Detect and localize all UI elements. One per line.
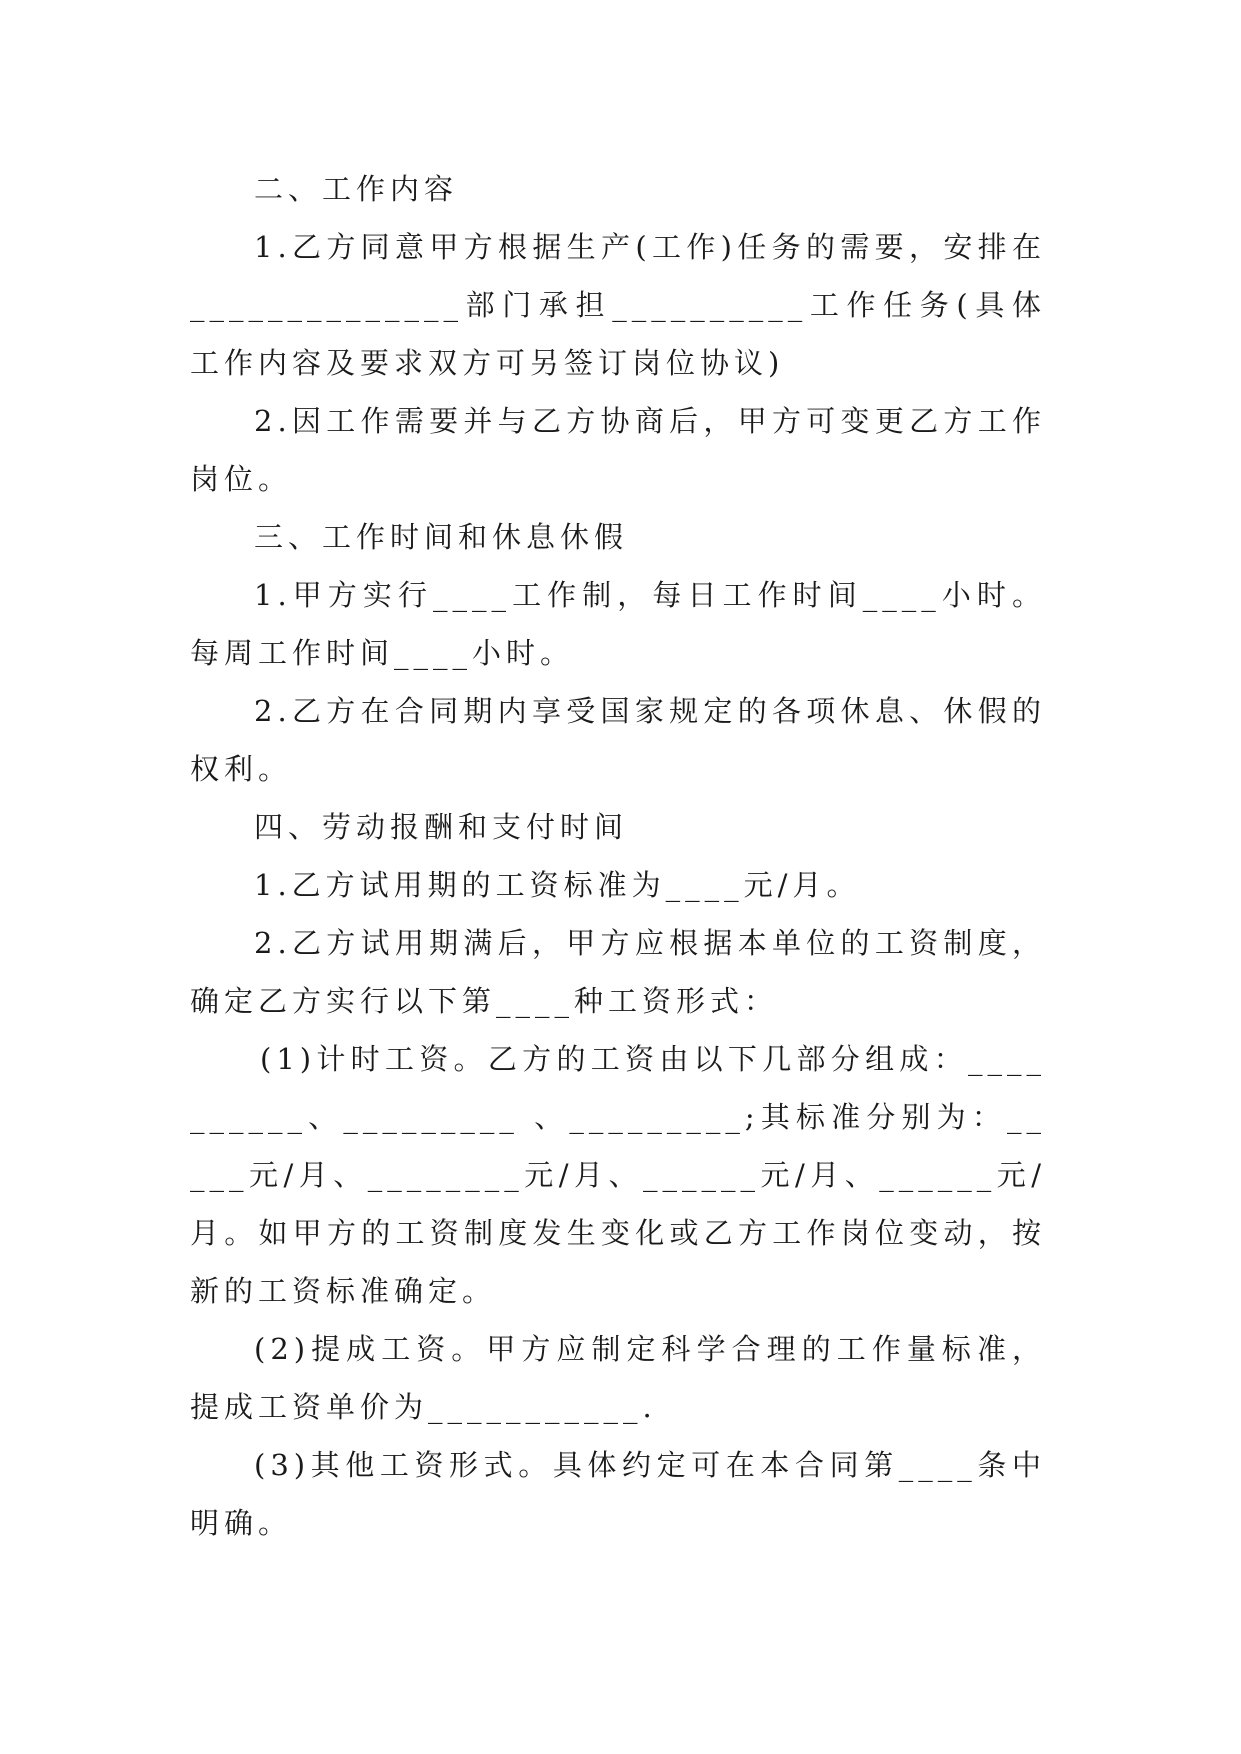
clause-probation-wage: 1.乙方试用期的工资标准为____元/月。 (254, 868, 861, 902)
clause-work-assignment: 1.乙方同意甲方根据生产(工作)任务的需要，安排在______________部门承担__________工作任务(具体工作内容及要求双方可另签订岗位协议) (190, 230, 1046, 380)
clause-rest-rights: 2.乙方在合同期内享受国家规定的各项休息、休假的权利。 (190, 694, 1046, 786)
clause-time-wage: (1)计时工资。乙方的工资由以下几部分组成：__________、_________ 、_________;其标准分别为：_____元/月、________元/月、______元/月、______元/月。如甲方的工资制度发生变化或乙方工作岗位变动，按新的工资标准确定。 (190, 1042, 1046, 1308)
section-heading-remuneration: 四、劳动报酬和支付时间 (254, 810, 629, 844)
clause-wage-form: 2.乙方试用期满后，甲方应根据本单位的工资制度，确定乙方实行以下第____种工资形式： (190, 926, 1046, 1018)
section-heading-work-content: 二、工作内容 (254, 172, 459, 206)
clause-other-wage: (3)其他工资形式。具体约定可在本合同第____条中明确。 (190, 1448, 1046, 1540)
clause-position-change: 2.因工作需要并与乙方协商后，甲方可变更乙方工作岗位。 (190, 404, 1046, 496)
clause-commission-wage: (2)提成工资。甲方应制定科学合理的工作量标准，提成工资单价为___________. (190, 1332, 1046, 1424)
document-page (190, 160, 1046, 1552)
section-heading-work-hours: 三、工作时间和休息休假 (254, 520, 629, 554)
clause-work-system: 1.甲方实行____工作制，每日工作时间____小时。每周工作时间____小时。 (190, 578, 1046, 670)
